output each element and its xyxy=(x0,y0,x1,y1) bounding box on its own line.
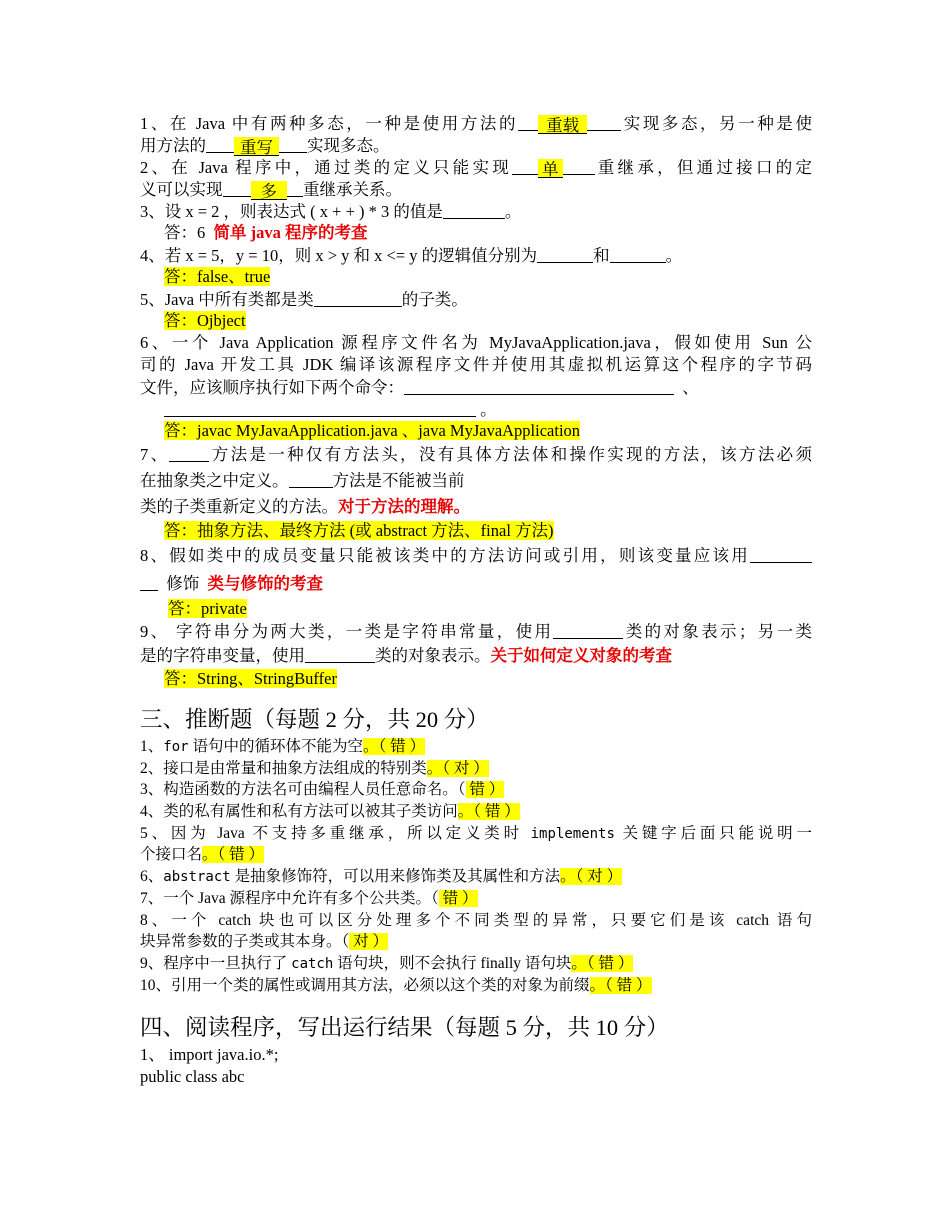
tf-answer-5: 。（ 错 ） xyxy=(202,846,265,864)
tf-item-3: 3、构造函数的方法名可由编程人员任意命名。（ 错 ） xyxy=(140,781,505,799)
q7-note: 对于方法的理解。 xyxy=(338,497,470,516)
q6-line4: 。 xyxy=(140,398,812,420)
tf-item-8-line2: 块异常参数的子类或其本身。（ 对 ） xyxy=(140,933,389,951)
tf-item-7: 7、一个 Java 源程序中允许有多个公共类。（ 错 ） xyxy=(140,889,478,907)
q5-answer-line xyxy=(140,310,812,332)
tf-item-4: 4、类的私有属性和私有方法可以被其子类访问。（ 错 ） xyxy=(140,803,520,821)
q2-answer2: 多 xyxy=(251,181,288,200)
tf-answer-4: 。（ 错 ） xyxy=(457,803,520,821)
tf-item-9: 9、程序中一旦执行了 catch 语句块，则不会执行 finally 语句块。（ 错 ） xyxy=(140,954,634,972)
q2-answer1: 单 xyxy=(538,159,563,178)
tf-answer-3: 错 ） xyxy=(465,781,505,799)
q6-answer-line xyxy=(140,420,812,442)
q8-note: 类与修饰的考查 xyxy=(207,574,323,593)
section3-list xyxy=(140,736,812,996)
q6-answer: 答：javac MyJavaApplication.java 、java MyJavaApplication xyxy=(164,421,581,440)
q2-line1: 2、在 Java 程序中，通过类的定义只能实现 单 重继承，但通过接口的定 xyxy=(140,158,812,179)
q2-line2: 义可以实现 多 重继承关系。 xyxy=(140,180,402,201)
tf-answer-7: 错 ） xyxy=(438,889,478,907)
q3-note: 简单 java 程序的考查 xyxy=(213,223,368,242)
q4-answer: 答：false、true xyxy=(164,267,271,286)
q9-note: 关于如何定义对象的考查 xyxy=(490,646,672,665)
q7-line2: 在抽象类之中定义。 方法是不能被当前 xyxy=(140,471,465,490)
q6-line1: 6、一个 Java Application 源程序文件名为 MyJavaApplication.java，假如使用 Sun 公 xyxy=(140,333,812,352)
q7-line1: 7、 方法是一种仅有方法头，没有具体方法体和操作实现的方法，该方法必须 xyxy=(140,445,813,464)
q1-answer2: 重写 xyxy=(234,137,279,156)
tf-item-5-line2: 个接口名。（ 错 ） xyxy=(140,846,265,864)
q9-answer: 答：String、StringBuffer xyxy=(164,669,337,688)
section4-title: 四、阅读程序，写出运行结果（每题 5 分，共 10 分） xyxy=(140,1015,669,1041)
tf-item-2: 2、接口是由常量和抽象方法组成的特别类。（ 对 ） xyxy=(140,759,489,777)
tf-answer-6: 。（ 对 ） xyxy=(560,868,623,886)
tf-answer-1: 。（ 错 ） xyxy=(362,738,425,755)
q6-line3: 文件，应该顺序执行如下两个命令： 、 xyxy=(140,378,699,397)
q4-answer-line xyxy=(140,266,812,288)
section3-title: 三、推断题（每题 2 分，共 20 分） xyxy=(140,707,489,732)
q7-answer: 答：抽象方法、最终方法 (或 abstract 方法、final 方法) xyxy=(164,521,554,540)
tf-answer-10: 。（ 错 ） xyxy=(589,976,652,994)
tf-item-1: 1、for 语句中的循环体不能为空。（ 错 ） xyxy=(140,738,425,755)
q7-answer-line xyxy=(140,520,812,542)
q1-answer1: 重载 xyxy=(538,115,587,134)
tf-item-5-line1: 5、因为 Java 不支持多重继承，所以定义类时 implements 关键字后面只能说明一 xyxy=(140,824,812,842)
q7-line3: 类的子类重新定义的方法。对于方法的理解。 xyxy=(140,497,470,516)
q3-answer-line xyxy=(140,222,812,244)
q4-line: 4、若 x = 5，y = 10，则 x > y 和 x <= y 的逻辑值分别为 和 。 xyxy=(140,246,683,265)
q8-answer: 答：private xyxy=(168,599,247,618)
document-page xyxy=(140,112,812,1088)
q9-answer-line xyxy=(140,668,812,690)
q3-answer: 答：6 xyxy=(164,223,206,242)
tf-answer-2: 。（ 对 ） xyxy=(426,759,489,777)
tf-answer-8: 对 ） xyxy=(349,933,389,951)
tf-item-8-line1: 8、一个 catch 块也可以区分处理多个不同类型的异常，只要它们是该 catch 语句 xyxy=(140,911,812,929)
q5-line: 5、Java 中所有类都是类 的子类。 xyxy=(140,290,468,309)
q5-answer: 答：Ojbject xyxy=(164,311,246,330)
tf-item-10: 10、引用一个类的属性或调用其方法，必须以这个类的对象为前缀。（ 错 ） xyxy=(140,976,652,994)
q6-line2: 司的 Java 开发工具 JDK 编译该源程序文件并使用其虚拟机运算这个程序的字节码 xyxy=(140,355,812,374)
q8-line2: 修饰 类与修饰的考查 xyxy=(140,570,812,598)
q9-line2: 是的字符串变量，使用 类的对象表示。关于如何定义对象的考查 xyxy=(140,646,672,665)
q8-line1: 8、假如类中的成员变量只能被该类中的方法访问或引用，则该变量应该用 xyxy=(140,542,812,570)
tf-answer-9: 。（ 错 ） xyxy=(571,954,634,972)
code-line-2: public class abc xyxy=(140,1067,245,1087)
q9-line1: 9、 字符串分为两大类，一类是字符串常量，使用 类的对象表示；另一类 xyxy=(140,622,813,641)
q3-line: 3、设 x = 2 ，则表达式 ( x + + ) * 3 的值是 。 xyxy=(140,202,522,221)
q1-line2: 用方法的 重写 实现多态。 xyxy=(140,136,390,157)
code-line-1: 1、 import java.io.*; xyxy=(140,1045,279,1065)
q1-line1: 1、在 Java 中有两种多态，一种是使用方法的 重载 实现多态，另一种是使 xyxy=(140,114,813,135)
tf-item-6: 6、abstract 是抽象修饰符，可以用来修饰类及其属性和方法。（ 对 ） xyxy=(140,868,623,886)
q8-answer-line xyxy=(140,598,812,620)
